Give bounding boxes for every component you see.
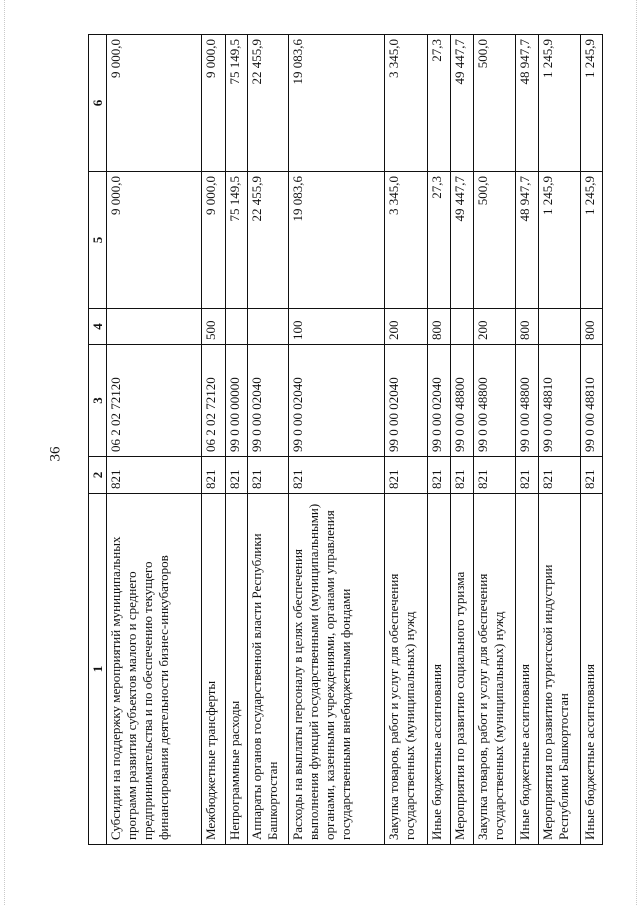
- row-ministry: 821: [385, 457, 427, 494]
- row-name: Иные бюджетные ассигнования: [581, 494, 603, 845]
- table-row: [473, 35, 515, 845]
- header-col-3: 3: [89, 345, 107, 457]
- row-value-5: 1 245,9: [538, 172, 580, 309]
- row-type: [247, 309, 288, 345]
- row-name: Мероприятия по развитию туристской индустрии Республики Башкортостан: [538, 494, 580, 845]
- row-name: Межбюджетные трансферты: [202, 494, 226, 845]
- row-code: 99 0 00 48800: [515, 345, 538, 457]
- page-edge-left: [4, 0, 5, 905]
- row-type: [107, 309, 202, 345]
- row-code: 99 0 00 02040: [247, 345, 288, 457]
- row-name: Иные бюджетные ассигнования: [427, 494, 450, 845]
- header-col-4: 4: [89, 309, 107, 345]
- row-code: 99 0 00 02040: [385, 345, 427, 457]
- row-value-5: 49 447,7: [450, 172, 473, 309]
- table-row: [247, 35, 288, 845]
- row-code: 99 0 00 48810: [581, 345, 603, 457]
- table-row: [427, 35, 450, 845]
- row-ministry: 821: [473, 457, 515, 494]
- row-value-6: 19 083,6: [289, 35, 385, 172]
- row-value-5: 48 947,7: [515, 172, 538, 309]
- row-value-5: 500,0: [473, 172, 515, 309]
- row-code: 06 2 02 72120: [107, 345, 202, 457]
- row-ministry: 821: [581, 457, 603, 494]
- row-value-6: 9 000,0: [202, 35, 226, 172]
- rotated-table-wrapper: [88, 35, 603, 845]
- row-value-6: 48 947,7: [515, 35, 538, 172]
- row-value-5: 19 083,6: [289, 172, 385, 309]
- table-row: [538, 35, 580, 845]
- row-type: 500: [202, 309, 226, 345]
- row-type: 800: [515, 309, 538, 345]
- row-code: 99 0 00 02040: [427, 345, 450, 457]
- row-type: 100: [289, 309, 385, 345]
- row-value-6: 22 455,9: [247, 35, 288, 172]
- row-code: 06 2 02 72120: [202, 345, 226, 457]
- header-col-6: 6: [89, 35, 107, 172]
- row-ministry: 821: [247, 457, 288, 494]
- row-type: 800: [427, 309, 450, 345]
- page-edge-right: [636, 0, 637, 905]
- row-code: 99 0 00 48800: [473, 345, 515, 457]
- header-col-5: 5: [89, 172, 107, 309]
- row-code: 99 0 00 48800: [450, 345, 473, 457]
- table-row: [515, 35, 538, 845]
- row-type: 800: [581, 309, 603, 345]
- row-ministry: 821: [226, 457, 248, 494]
- table-header-row: [89, 35, 107, 845]
- row-name: Иные бюджетные ассигнования: [515, 494, 538, 845]
- row-value-5: 9 000,0: [107, 172, 202, 309]
- row-code: 99 0 00 48810: [538, 345, 580, 457]
- table-row: [202, 35, 226, 845]
- table-row: [226, 35, 248, 845]
- row-value-6: 75 149,5: [226, 35, 248, 172]
- page-number: 36: [47, 446, 64, 462]
- row-value-6: 500,0: [473, 35, 515, 172]
- budget-table: [88, 34, 603, 845]
- header-col-1: 1: [89, 494, 107, 845]
- row-code: 99 0 00 00000: [226, 345, 248, 457]
- row-ministry: 821: [107, 457, 202, 494]
- row-name: Закупка товаров, работ и услуг для обеспечения государственных (муниципальных) нужд: [473, 494, 515, 845]
- row-value-6: 1 245,9: [538, 35, 580, 172]
- table-row: [581, 35, 603, 845]
- row-value-6: 1 245,9: [581, 35, 603, 172]
- row-ministry: 821: [538, 457, 580, 494]
- row-ministry: 821: [515, 457, 538, 494]
- row-name: Расходы на выплаты персоналу в целях обеспечения выполнения функций государственными (муниципальными) органами, казенными учреждениями, органами управления государственными внебюджетными фондами: [289, 494, 385, 845]
- row-name: Мероприятия по развитию социального туризма: [450, 494, 473, 845]
- row-code: 99 0 00 02040: [289, 345, 385, 457]
- table-row: [450, 35, 473, 845]
- row-value-6: 27,3: [427, 35, 450, 172]
- table-row: [385, 35, 427, 845]
- row-value-5: 3 345,0: [385, 172, 427, 309]
- row-value-5: 75 149,5: [226, 172, 248, 309]
- row-ministry: 821: [289, 457, 385, 494]
- row-value-6: 9 000,0: [107, 35, 202, 172]
- row-ministry: 821: [427, 457, 450, 494]
- row-name: Закупка товаров, работ и услуг для обеспечения государственных (муниципальных) нужд: [385, 494, 427, 845]
- row-name: Субсидии на поддержку мероприятий муниципальных программ развития субъектов малого и среднего предпринимательства и по обеспечению текущего финансирования деятельности бизнес-инкубаторов: [107, 494, 202, 845]
- row-type: [226, 309, 248, 345]
- table-row: [107, 35, 202, 845]
- row-name: Непрограммные расходы: [226, 494, 248, 845]
- header-col-2: 2: [89, 457, 107, 494]
- row-type: [450, 309, 473, 345]
- row-ministry: 821: [202, 457, 226, 494]
- row-value-6: 3 345,0: [385, 35, 427, 172]
- row-value-5: 9 000,0: [202, 172, 226, 309]
- table-row: [289, 35, 385, 845]
- row-value-5: 27,3: [427, 172, 450, 309]
- row-type: 200: [385, 309, 427, 345]
- row-value-5: 1 245,9: [581, 172, 603, 309]
- row-type: 200: [473, 309, 515, 345]
- row-value-6: 49 447,7: [450, 35, 473, 172]
- row-value-5: 22 455,9: [247, 172, 288, 309]
- row-type: [538, 309, 580, 345]
- row-name: Аппараты органов государственной власти Республики Башкортостан: [247, 494, 288, 845]
- row-ministry: 821: [450, 457, 473, 494]
